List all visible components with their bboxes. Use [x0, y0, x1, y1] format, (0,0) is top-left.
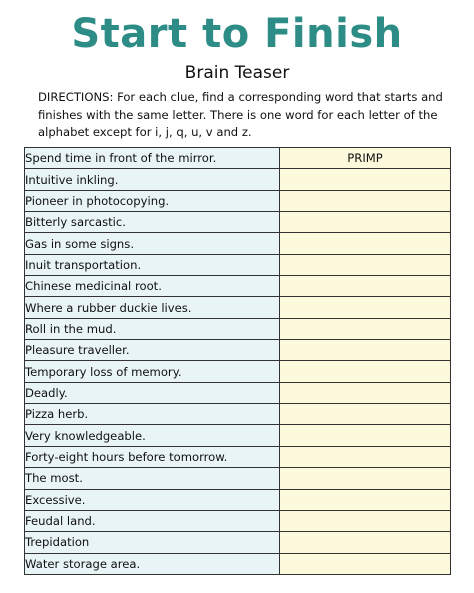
clue-cell: Forty-eight hours before tomorrow.: [25, 446, 280, 467]
answer-cell[interactable]: [280, 553, 451, 574]
table-row: [25, 553, 451, 574]
answer-cell[interactable]: [280, 532, 451, 553]
directions-text: DIRECTIONS: For each clue, find a corresponding word that starts and finishes with the same letter. There is one word for each letter of the alphabet except for i, j, q, u, v and z.: [38, 90, 443, 139]
table-row: [25, 532, 451, 553]
table-row: [25, 489, 451, 510]
table-row: [25, 276, 451, 297]
table-row: [25, 446, 451, 467]
table-row: [25, 190, 451, 211]
clue-cell: Where a rubber duckie lives.: [25, 297, 280, 318]
page-subtitle: Brain Teaser: [184, 63, 290, 83]
clue-cell: Deadly.: [25, 382, 280, 403]
clue-cell: Very knowledgeable.: [25, 425, 280, 446]
table-row: [25, 382, 451, 403]
table-row: [25, 468, 451, 489]
clue-cell: Inuit transportation.: [25, 254, 280, 275]
clue-cell: Pleasure traveller.: [25, 340, 280, 361]
answer-cell[interactable]: [280, 404, 451, 425]
answer-cell[interactable]: [280, 318, 451, 339]
answer-cell[interactable]: [280, 468, 451, 489]
clue-table: [24, 147, 451, 575]
clue-cell: Trepidation: [25, 532, 280, 553]
answer-cell[interactable]: [280, 190, 451, 211]
table-row: [25, 510, 451, 531]
clue-cell: Intuitive inkling.: [25, 169, 280, 190]
clue-cell: Bitterly sarcastic.: [25, 212, 280, 233]
clue-cell: Water storage area.: [25, 553, 280, 574]
answer-cell[interactable]: [280, 361, 451, 382]
clue-cell: Excessive.: [25, 489, 280, 510]
clue-cell: The most.: [25, 468, 280, 489]
page-title: Start to Finish: [71, 11, 403, 57]
table-row: [25, 148, 451, 169]
table-row: [25, 233, 451, 254]
clue-cell: Feudal land.: [25, 510, 280, 531]
answer-cell[interactable]: [280, 233, 451, 254]
table-row: [25, 297, 451, 318]
answer-cell[interactable]: PRIMP: [280, 148, 451, 169]
answer-cell[interactable]: [280, 297, 451, 318]
clue-cell: Gas in some signs.: [25, 233, 280, 254]
answer-cell[interactable]: [280, 382, 451, 403]
clue-cell: Chinese medicinal root.: [25, 276, 280, 297]
answer-cell[interactable]: [280, 254, 451, 275]
clue-cell: Pioneer in photocopying.: [25, 190, 280, 211]
table-row: [25, 340, 451, 361]
table-row: [25, 318, 451, 339]
answer-cell[interactable]: [280, 489, 451, 510]
answer-cell[interactable]: [280, 446, 451, 467]
answer-cell[interactable]: [280, 169, 451, 190]
table-row: [25, 254, 451, 275]
clue-cell: Roll in the mud.: [25, 318, 280, 339]
clue-cell: Spend time in front of the mirror.: [25, 148, 280, 169]
table-row: [25, 212, 451, 233]
table-row: [25, 361, 451, 382]
answer-cell[interactable]: [280, 510, 451, 531]
answer-cell[interactable]: [280, 340, 451, 361]
table-row: [25, 404, 451, 425]
clue-cell: Temporary loss of memory.: [25, 361, 280, 382]
table-row: [25, 169, 451, 190]
clue-table-body: [25, 148, 451, 575]
answer-cell[interactable]: [280, 276, 451, 297]
answer-cell[interactable]: [280, 425, 451, 446]
table-row: [25, 425, 451, 446]
clue-cell: Pizza herb.: [25, 404, 280, 425]
answer-cell[interactable]: [280, 212, 451, 233]
